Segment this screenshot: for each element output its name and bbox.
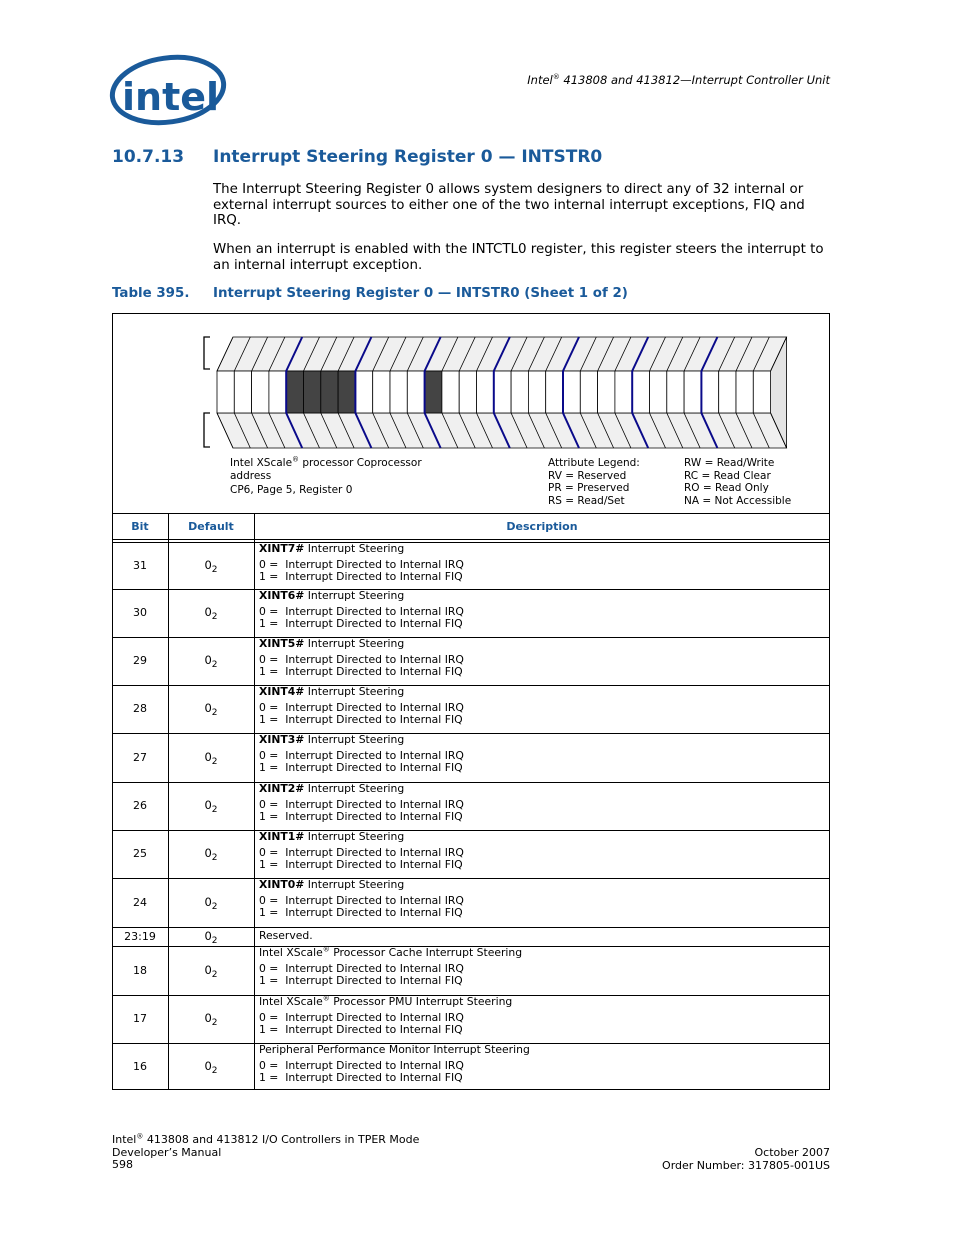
option-line: 0 = Interrupt Directed to Internal IRQ	[259, 748, 464, 762]
option-line: 1 = Interrupt Directed to Internal FIQ	[259, 665, 463, 678]
bit-cell-31	[217, 371, 234, 413]
default-cell: $0_2$	[204, 605, 218, 622]
bit-cell-21	[390, 371, 407, 413]
default-cell: $0_2$	[204, 846, 218, 863]
bit-cell-7	[632, 371, 649, 413]
bit-cell-17	[459, 371, 476, 413]
default-cell: $0_2$	[204, 1011, 218, 1028]
option-line: 1 = Interrupt Directed to Internal FIQ	[259, 617, 463, 630]
option-line: 0 = Interrupt Directed to Internal IRQ	[259, 700, 464, 714]
description-cell: Intel XScale® Processor Cache Interrupt Steering 0 = Interrupt Directed to Internal IRQ 1 = Interrupt Directed to Internal FIQ	[259, 947, 819, 988]
intel-logo	[108, 50, 228, 132]
option-line: 1 = Interrupt Directed to Internal FIQ	[259, 713, 463, 726]
bit-cell-12	[546, 371, 563, 413]
bit-cell: 28	[133, 702, 147, 715]
default-cell: $0_2$	[204, 557, 218, 575]
option-line: 0 = Interrupt Directed to Internal IRQ	[259, 893, 464, 907]
bit-cell-16	[477, 371, 494, 413]
option-line: 0 = Interrupt Directed to Internal IRQ	[259, 604, 464, 618]
description-cell: XINT6# Interrupt Steering 0 = Interrupt Directed to Internal IRQ 1 = Interrupt Directed to Internal FIQ	[259, 590, 819, 631]
intro-paragraph: The Interrupt Steering Register 0 allows system designers to direct any of 32 internal or external interrupt sources to either one of the two internal interrupt exceptions, FIQ and IRQ.	[213, 182, 805, 228]
bit-cell: 25	[133, 847, 147, 860]
bit-cell: 23:19	[124, 929, 156, 943]
attribute-legend: Attribute Legend: RV = Reserved PR = Preserved RS = Read/Set	[548, 457, 640, 507]
option-line: 1 = Interrupt Directed to Internal FIQ	[259, 1071, 463, 1084]
bit-cell-30	[234, 371, 251, 413]
option-line: 1 = Interrupt Directed to Internal FIQ	[259, 570, 463, 583]
bit-cell-4	[684, 371, 701, 413]
bit-cell: 29	[133, 654, 147, 667]
column-divider	[254, 513, 255, 1090]
description-cell: XINT0# Interrupt Steering 0 = Interrupt Directed to Internal IRQ 1 = Interrupt Directed to Internal FIQ	[259, 879, 819, 920]
bit-cell-29	[252, 371, 269, 413]
option-line: 1 = Interrupt Directed to Internal FIQ	[259, 761, 463, 774]
default-cell: $0_2$	[204, 962, 218, 980]
address-label: Intel XScale® processor Coprocessor address CP6, Page 5, Register 0	[230, 455, 422, 496]
default-cell: $0_2$	[204, 894, 218, 912]
default-cell: $0_2$	[204, 701, 218, 718]
bit-cell-3	[701, 371, 718, 413]
column-header-description: Description	[506, 520, 578, 533]
bit-cell-18	[442, 371, 459, 413]
diagram-bracket-top	[204, 337, 210, 369]
bit-cell-6	[650, 371, 667, 413]
option-line: 0 = Interrupt Directed to Internal IRQ	[259, 557, 464, 571]
bit-cell-1	[736, 371, 753, 413]
option-line: 1 = Interrupt Directed to Internal FIQ	[259, 1023, 463, 1036]
bit-cell-23	[355, 371, 372, 413]
bit-cell: 24	[133, 895, 147, 909]
section-heading: 10.7.13 Interrupt Steering Register 0 — INTSTR0	[112, 147, 603, 167]
description-cell: Intel XScale® Processor PMU Interrupt Steering 0 = Interrupt Directed to Internal IRQ 1 = Interrupt Directed to Internal FIQ	[259, 996, 819, 1037]
header-top-rule	[112, 513, 830, 514]
bit-cell-28	[269, 371, 286, 413]
option-line: 1 = Interrupt Directed to Internal FIQ	[259, 906, 463, 919]
diagram-bracket-bottom	[204, 413, 210, 447]
description-cell: XINT2# Interrupt Steering 0 = Interrupt Directed to Internal IRQ 1 = Interrupt Directed to Internal FIQ	[259, 783, 819, 824]
bit-cell: 18	[133, 963, 147, 977]
attribute-legend-codes: RW = Read/Write RC = Read Clear RO = Read Only NA = Not Accessible	[684, 457, 792, 507]
option-line: 0 = Interrupt Directed to Internal IRQ	[259, 845, 464, 859]
description-cell: Peripheral Performance Monitor Interrupt Steering 0 = Interrupt Directed to Internal IRQ 1 = Interrupt Directed to Internal FIQ	[259, 1044, 819, 1085]
description-cell: XINT3# Interrupt Steering 0 = Interrupt Directed to Internal IRQ 1 = Interrupt Directed to Internal FIQ	[259, 734, 819, 775]
svg-text:intel: intel	[122, 75, 220, 119]
footer-left: Intel® 413808 and 413812 I/O Controllers in TPER Mode Developer’s Manual 598	[112, 1132, 420, 1171]
bit-cell-5	[667, 371, 684, 413]
table-caption: Table 395. Interrupt Steering Register 0 — INTSTR0 (Sheet 1 of 2)	[112, 286, 628, 301]
bit-cell-19	[425, 371, 442, 413]
bit-cell-2	[719, 371, 736, 413]
option-line: 0 = Interrupt Directed to Internal IRQ	[259, 1010, 464, 1024]
option-line: 0 = Interrupt Directed to Internal IRQ	[259, 652, 464, 666]
bit-cell-8	[615, 371, 632, 413]
option-line: 1 = Interrupt Directed to Internal FIQ	[259, 858, 463, 871]
bit-cell: 16	[133, 1059, 147, 1073]
column-header-default: Default	[188, 520, 234, 533]
bit-cell-13	[528, 371, 545, 413]
page-header: Intel® 413808 and 413812—Interrupt Controller Unit	[527, 73, 830, 87]
bit-cell-26	[304, 371, 321, 413]
footer-right: October 2007 Order Number: 317805-001US	[662, 1146, 830, 1172]
bit-cell: 26	[133, 799, 147, 812]
bit-cell: 17	[133, 1012, 147, 1025]
default-cell: $0_2$	[204, 1058, 218, 1076]
bit-cell-27	[286, 371, 303, 413]
column-header-bit: Bit	[131, 520, 149, 533]
description-cell: XINT4# Interrupt Steering 0 = Interrupt Directed to Internal IRQ 1 = Interrupt Directed to Internal FIQ	[259, 686, 819, 727]
bit-cell-0	[753, 371, 770, 413]
bit-cell-15	[494, 371, 511, 413]
header-bottom-rule	[112, 539, 830, 540]
default-cell: $0_2$	[204, 653, 218, 670]
option-line: 0 = Interrupt Directed to Internal IRQ	[259, 961, 464, 975]
option-line: 0 = Interrupt Directed to Internal IRQ	[259, 797, 464, 811]
bit-cell-22	[373, 371, 390, 413]
bit-cell-9	[598, 371, 615, 413]
description-cell: XINT1# Interrupt Steering 0 = Interrupt Directed to Internal IRQ 1 = Interrupt Directed to Internal FIQ	[259, 831, 819, 872]
bit-cell-14	[511, 371, 528, 413]
bit-cell-24	[338, 371, 355, 413]
description-cell: XINT5# Interrupt Steering 0 = Interrupt Directed to Internal IRQ 1 = Interrupt Directed to Internal FIQ	[259, 638, 819, 679]
bit-cell: 30	[133, 606, 147, 619]
default-cell: $0_2$	[204, 798, 218, 815]
bit-cell: 31	[133, 558, 147, 572]
option-line: 1 = Interrupt Directed to Internal FIQ	[259, 974, 463, 987]
description-cell: Reserved.	[259, 929, 313, 942]
bit-cell: 27	[133, 750, 147, 764]
enable-paragraph: When an interrupt is enabled with the INTCTL0 register, this register steers the interrupt to an internal interrupt exception.	[213, 242, 824, 273]
bit-cell-20	[407, 371, 424, 413]
register-bit-diagram	[200, 333, 790, 453]
description-cell: XINT7# Interrupt Steering 0 = Interrupt Directed to Internal IRQ 1 = Interrupt Directed to Internal FIQ	[259, 543, 819, 584]
default-cell: $0_2$	[204, 928, 218, 946]
bit-cell-25	[321, 371, 338, 413]
option-line: 0 = Interrupt Directed to Internal IRQ	[259, 1058, 464, 1072]
bit-cell-10	[580, 371, 597, 413]
option-line: 1 = Interrupt Directed to Internal FIQ	[259, 810, 463, 823]
bit-cell-11	[563, 371, 580, 413]
default-cell: $0_2$	[204, 749, 218, 767]
